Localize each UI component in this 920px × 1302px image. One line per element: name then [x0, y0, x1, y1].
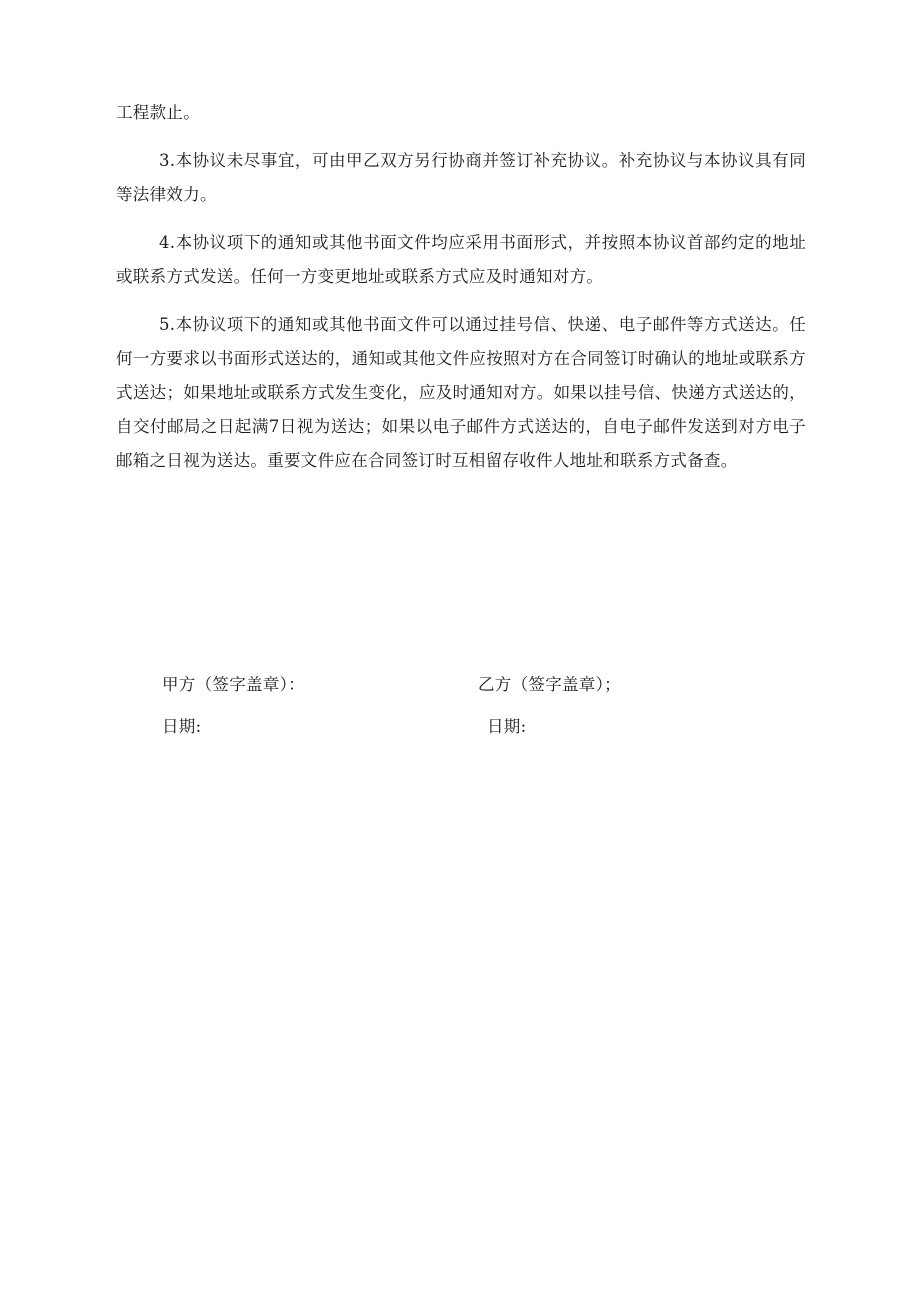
- party-b-signature-label: 乙方（签字盖章）；: [478, 675, 621, 694]
- paragraph-continuation: 工程款止。: [116, 103, 200, 122]
- clause-3: 3.本协议未尽事宜，可由甲乙双方另行协商并签订补充协议。补充协议与本协议具有同等法律效力。: [116, 151, 806, 204]
- clause-4: 4.本协议项下的通知或其他书面文件均应采用书面形式，并按照本协议首部约定的地址或联系方式发送。任何一方变更地址或联系方式应及时通知对方。: [116, 233, 806, 286]
- clause-5: 5.本协议项下的通知或其他书面文件可以通过挂号信、快递、电子邮件等方式送达。任何一方要求以书面形式送达的，通知或其他文件应按照对方在合同签订时确认的地址或联系方式送达；如果地址或联系方式发生变化，应及时通知对方。如果以挂号信、快递方式送达的，自交付邮局之日起满7日视为送达；如果以电子邮件方式送达的，自电子邮件发送到对方电子邮箱之日视为送达。重要文件应在合同签订时互相留存收件人地址和联系方式备查。: [116, 315, 806, 470]
- document-body: [116, 96, 806, 492]
- party-b-date-label: 日期:: [487, 717, 527, 736]
- party-a-signature-label: 甲方（签字盖章）：: [162, 675, 305, 694]
- party-a-date-label: 日期:: [162, 717, 202, 736]
